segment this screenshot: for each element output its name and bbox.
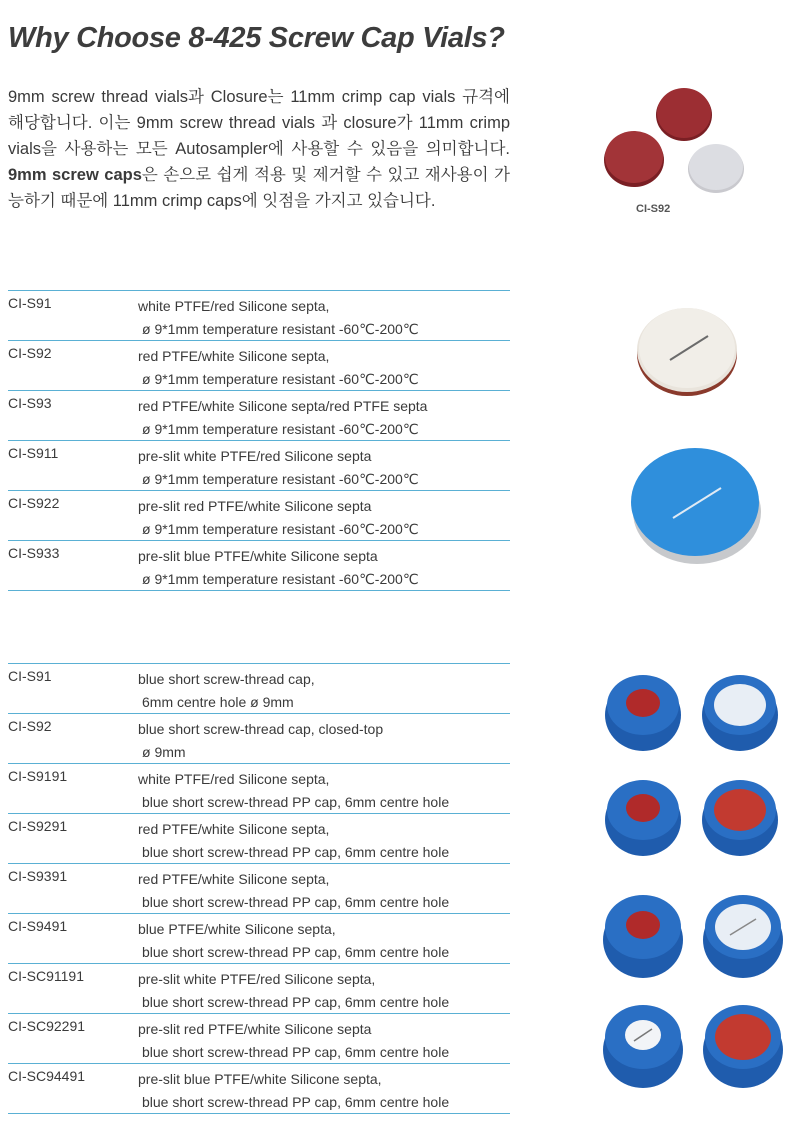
- description-line-2: blue short screw-thread PP cap, 6mm centre hole: [142, 944, 450, 960]
- description-line-2: blue short screw-thread PP cap, 6mm centre hole: [142, 1094, 450, 1110]
- description-line-2: ø 9*1mm temperature resistant -60℃-200℃: [142, 471, 419, 487]
- product-description: [138, 445, 510, 491]
- table-row: [8, 914, 510, 964]
- intro-text-b: 은 손으로 쉽게 적용 및 제거할 수 있고 재사용이 가능하기 때문에 11mm crimp caps에 잇점을 가지고 있습니다.: [8, 166, 510, 210]
- product-description: [138, 668, 510, 714]
- product-code: CI-S933: [8, 545, 60, 561]
- description-line-1: blue short screw-thread cap, closed-top: [138, 721, 384, 737]
- table-row: [8, 491, 510, 541]
- description-line-2: ø 9*1mm temperature resistant -60℃-200℃: [142, 521, 419, 537]
- table-row: [8, 391, 510, 441]
- product-description: [138, 768, 510, 814]
- description-line-2: blue short screw-thread PP cap, 6mm centre hole: [142, 844, 450, 860]
- product-description: [138, 295, 510, 341]
- description-line-2: blue short screw-thread PP cap, 6mm centre hole: [142, 994, 450, 1010]
- product-description: [138, 1018, 510, 1064]
- white-septa-image: [632, 300, 742, 400]
- description-line-2: ø 9*1mm temperature resistant -60℃-200℃: [142, 571, 419, 587]
- product-description: [138, 968, 510, 1014]
- description-line-1: pre-slit blue PTFE/white Silicone septa,: [138, 1071, 382, 1087]
- product-code: CI-S911: [8, 445, 59, 461]
- table-row: [8, 291, 510, 341]
- product-description: [138, 345, 510, 391]
- product-description: [138, 395, 510, 441]
- description-line-2: ø 9*1mm temperature resistant -60℃-200℃: [142, 371, 419, 387]
- product-code: CI-SC94491: [8, 1068, 86, 1084]
- blue-septa-image: [625, 440, 765, 570]
- product-code: CI-S92: [8, 345, 52, 361]
- description-line-1: red PTFE/white Silicone septa/red PTFE septa: [138, 398, 428, 414]
- description-line-2: blue short screw-thread PP cap, 6mm centre hole: [142, 894, 450, 910]
- table-row: [8, 341, 510, 391]
- product-code: CI-S9491: [8, 918, 68, 934]
- description-line-1: red PTFE/white Silicone septa,: [138, 821, 330, 837]
- page-title: Why Choose 8-425 Screw Cap Vials?: [8, 22, 505, 54]
- product-code: CI-S922: [8, 495, 60, 511]
- product-description: [138, 718, 510, 764]
- product-code: CI-S9291: [8, 818, 68, 834]
- table-row: [8, 814, 510, 864]
- table-row: [8, 441, 510, 491]
- intro-bold: 9mm screw caps: [8, 166, 142, 184]
- table-row: [8, 864, 510, 914]
- table-row: [8, 714, 510, 764]
- septa-discs-image: [600, 85, 750, 205]
- description-line-2: ø 9*1mm temperature resistant -60℃-200℃: [142, 421, 419, 437]
- description-line-2: 6mm centre hole ø 9mm: [142, 694, 294, 710]
- table-row: [8, 541, 510, 591]
- description-line-1: white PTFE/red Silicone septa,: [138, 771, 330, 787]
- description-line-1: pre-slit blue PTFE/white Silicone septa: [138, 548, 378, 564]
- blue-caps-image: [600, 665, 800, 1120]
- description-line-1: pre-slit white PTFE/red Silicone septa: [138, 448, 372, 464]
- description-line-2: blue short screw-thread PP cap, 6mm centre hole: [142, 1044, 450, 1060]
- intro-paragraph: [8, 84, 510, 214]
- description-line-2: ø 9*1mm temperature resistant -60℃-200℃: [142, 321, 419, 337]
- product-code: CI-SC92291: [8, 1018, 86, 1034]
- product-code: CI-S9191: [8, 768, 68, 784]
- septa-table: [8, 290, 510, 591]
- cap-table: [8, 663, 510, 1114]
- description-line-2: blue short screw-thread PP cap, 6mm centre hole: [142, 794, 450, 810]
- product-code: CI-S91: [8, 295, 52, 311]
- product-description: [138, 545, 510, 591]
- table-row: [8, 664, 510, 714]
- product-description: [138, 495, 510, 541]
- septa-caption: CI-S92: [636, 203, 671, 215]
- table-row: [8, 764, 510, 814]
- product-code: CI-S91: [8, 668, 52, 684]
- product-description: [138, 868, 510, 914]
- product-description: [138, 818, 510, 864]
- product-code: CI-S93: [8, 395, 52, 411]
- table-row: [8, 1014, 510, 1064]
- description-line-1: blue PTFE/white Silicone septa,: [138, 921, 336, 937]
- description-line-1: pre-slit red PTFE/white Silicone septa: [138, 498, 372, 514]
- product-code: CI-S92: [8, 718, 52, 734]
- product-description: [138, 918, 510, 964]
- description-line-1: blue short screw-thread cap,: [138, 671, 315, 687]
- description-line-1: red PTFE/white Silicone septa,: [138, 348, 330, 364]
- description-line-1: pre-slit white PTFE/red Silicone septa,: [138, 971, 376, 987]
- description-line-2: ø 9mm: [142, 744, 186, 760]
- product-code: CI-SC91191: [8, 968, 85, 984]
- intro-text-a: 9mm screw thread vials과 Closure는 11mm crimp cap vials 규격에 해당합니다. 이는 9mm screw thread vials 과 closure가 11mm crimp vials을 사용하는 모든 Autosampler에 사용할 수 있음을 의미합니다.: [8, 88, 510, 158]
- table-row: [8, 964, 510, 1014]
- product-description: [138, 1068, 510, 1114]
- table-row: [8, 1064, 510, 1114]
- product-code: CI-S9391: [8, 868, 68, 884]
- description-line-1: pre-slit red PTFE/white Silicone septa: [138, 1021, 372, 1037]
- description-line-1: red PTFE/white Silicone septa,: [138, 871, 330, 887]
- description-line-1: white PTFE/red Silicone septa,: [138, 298, 330, 314]
